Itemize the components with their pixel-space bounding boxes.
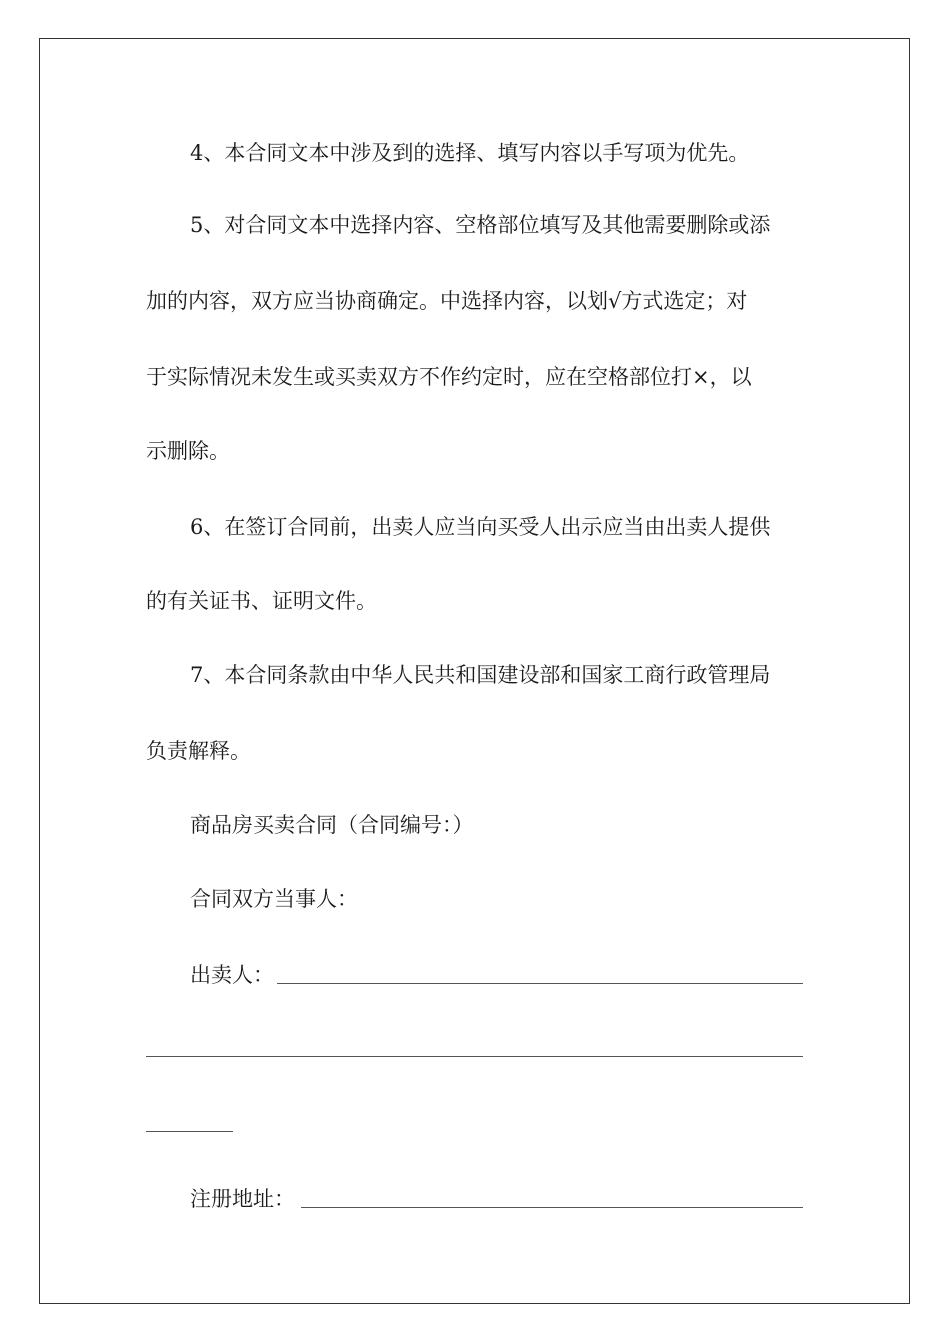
parties-heading: 合同双方当事人： [190, 887, 358, 911]
clause-5-line-2: 加的内容，双方应当协商确定。中选择内容，以划√方式选定；对 [146, 289, 748, 313]
clause-6-line-2: 的有关证书、证明文件。 [146, 589, 377, 613]
clause-7-line-2: 负责解释。 [146, 739, 251, 763]
clause-4: 4、本合同文本中涉及到的选择、填写内容以手写项为优先。 [190, 141, 750, 165]
seller-blank-line-2 [146, 1056, 803, 1057]
clause-5-line-3: 于实际情况未发生或买卖双方不作约定时，应在空格部位打×，以 [146, 365, 752, 389]
clause-5-line-1: 5、对合同文本中选择内容、空格部位填写及其他需要删除或添 [190, 213, 771, 237]
seller-blank-line-1 [277, 983, 803, 984]
registered-address-label: 注册地址： [190, 1187, 295, 1211]
clause-5-line-4: 示删除。 [146, 439, 230, 463]
registered-address-blank-line [301, 1207, 803, 1208]
clause-7-line-1: 7、本合同条款由中华人民共和国建设部和国家工商行政管理局 [190, 663, 771, 687]
clause-6-line-1: 6、在签订合同前，出卖人应当向买受人出示应当由出卖人提供 [190, 515, 771, 539]
seller-label: 出卖人： [190, 963, 274, 987]
seller-blank-line-3 [146, 1131, 233, 1132]
contract-title: 商品房买卖合同（合同编号：） [190, 813, 474, 837]
